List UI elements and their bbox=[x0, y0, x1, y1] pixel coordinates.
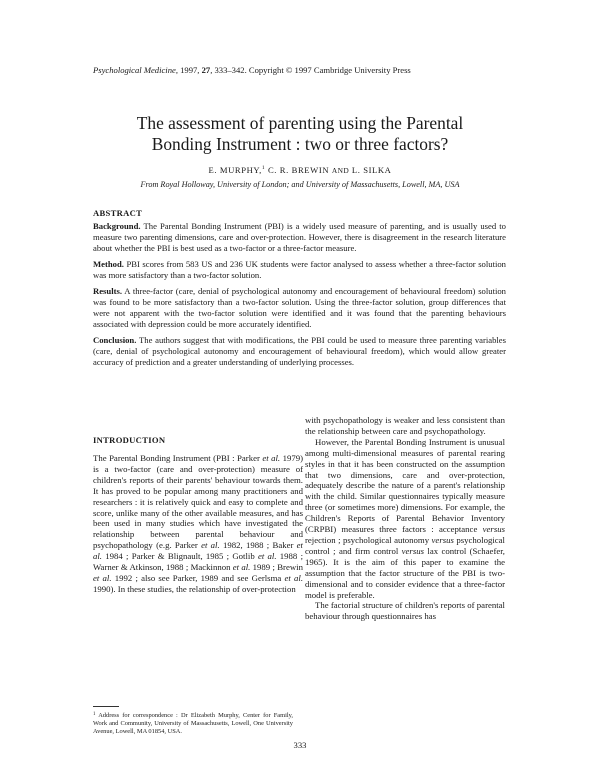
et-al: et al. bbox=[262, 453, 281, 463]
intro-text: However, the Parental Bonding Instrument is unusual among multi-dimensional measures of parental rearing styles in that it has been constructed on the assumption that two dimensions, care and over-protection, adequately describe the nature of a parent's relationship with the child. Similar questionnaires typically measure three (or sometimes more) dimensions. For example, the Children's Reports of Parental Behavior Inventory (CRPBI) measures three factors : acceptance bbox=[305, 436, 505, 535]
results-text: A three-factor (care, denial of psychological autonomy and encouragement of behavioural freedom) solution was found to be more satisfactory than a two-factor solution. Using the three-factor solution, group differences that were not apparent with the two-factor solution were identified and it was found that the parenting behaviours associated with depression could be more accurately identified. bbox=[93, 286, 506, 329]
journal-copyright: Copyright © 1997 Cambridge University Press bbox=[248, 65, 411, 75]
method-label: Method. bbox=[93, 258, 124, 269]
abstract-conclusion bbox=[93, 335, 506, 367]
et-al: et al. bbox=[232, 562, 251, 573]
author-1: E. MURPHY, bbox=[208, 165, 262, 175]
author-3: L. SILKA bbox=[351, 165, 392, 175]
footnote-rule bbox=[93, 706, 119, 707]
title-line-2: Bonding Instrument : two or three factors? bbox=[151, 134, 449, 154]
abstract-body bbox=[93, 221, 506, 373]
journal-header: Psychological Medicine, 1997, 27, 333–342. Copyright © 1997 Cambridge University Press bbox=[93, 65, 411, 75]
intro-paragraph-1-cont: with psychopathology is weaker and less consistent than the relationship between care and psychopathology. bbox=[305, 415, 505, 436]
method-text: PBI scores from 583 US and 236 UK students were factor analysed to assess whether a three-factor solution was more satisfactory than a two-factor solution. bbox=[93, 258, 506, 280]
author-2: C. R. BREWIN bbox=[267, 165, 330, 175]
versus: versus bbox=[401, 545, 424, 556]
conclusion-text: The authors suggest that with modifications, the PBI could be used to measure three parenting variables (care, denial of psychological autonomy and encouragement of behavioural freedom), which would allow greater accuracy of prediction and a greater understanding of underlying processes. bbox=[93, 334, 506, 367]
intro-text: psychological control ; and firm control bbox=[305, 534, 505, 556]
intro-text: lax control (Schaefer, 1965). It is the aim of this paper to examine the assumption that the factor structure of the PBI is two-dimensional and to consider evidence that a three-factor model is preferable. bbox=[305, 545, 505, 600]
background-text: The Parental Bonding Instrument (PBI) is a widely used measure of parenting, and is usually used to measure two parenting dimensions, care and over-protection. However, there is disagreement in the research literature about whether the PBI is best used as a two-factor or a three-factor measure. bbox=[93, 221, 506, 253]
versus: versus bbox=[431, 534, 454, 545]
intro-text: 1990). In these studies, the relationship of over-protection bbox=[93, 583, 296, 594]
abstract-method bbox=[93, 259, 506, 281]
abstract-results bbox=[93, 286, 506, 329]
et-al: et al. bbox=[93, 572, 112, 583]
page-number: 333 bbox=[293, 740, 307, 750]
journal-year: 1997 bbox=[180, 65, 198, 75]
intro-paragraph-1 bbox=[93, 453, 303, 595]
intro-text: 1979) is a two-factor (care and over-protection) measure of children's reports of their parents' behaviour towards them. It has proved to be popular among many practitioners and researchers : it is relatively quick and easy to complete and score, unlike many of the other available measures, and has been used in many studies which have investigated the relationship between parental behaviour and psychopathology (e.g. Parker bbox=[93, 453, 303, 551]
footnote bbox=[93, 712, 293, 736]
intro-text: The Parental Bonding Instrument (PBI : Parker bbox=[93, 453, 263, 463]
intro-text: 1988 ; Warner & Atkinson, 1988 ; Mackinnon bbox=[93, 551, 303, 573]
background-label: Background. bbox=[93, 221, 141, 231]
et-al: et al. bbox=[201, 540, 220, 551]
et-al: et al. bbox=[257, 551, 277, 562]
versus: versus bbox=[482, 524, 505, 535]
author-footnote-mark: 1 bbox=[261, 165, 266, 171]
introduction-heading: INTRODUCTION bbox=[93, 435, 166, 445]
abstract-heading: ABSTRACT bbox=[93, 208, 143, 218]
author-conjunction: AND bbox=[331, 166, 350, 175]
footnote-text: Address for correspondence : Dr Elizabeth Murphy, Center for Family, Work and Community, University of Massachusetts, Lowell, One University Avenue, Lowell, MA 01854, USA. bbox=[93, 712, 293, 735]
results-label: Results. bbox=[93, 286, 122, 297]
intro-text: 1982, 1988 ; Baker bbox=[219, 540, 297, 551]
conclusion-label: Conclusion. bbox=[93, 334, 137, 345]
journal-name: Psychological Medicine bbox=[93, 65, 176, 75]
left-column bbox=[93, 434, 303, 595]
right-column bbox=[305, 415, 505, 622]
footnote-mark: 1 bbox=[93, 712, 96, 717]
author-list bbox=[60, 164, 540, 177]
et-al: et al. bbox=[93, 540, 303, 562]
abstract-background bbox=[93, 221, 506, 253]
intro-text: 1984 ; Parker & Blignault, 1985 ; Gotlib bbox=[102, 551, 258, 562]
intro-text: 1989 ; Brewin bbox=[250, 562, 303, 573]
intro-paragraph-2 bbox=[305, 437, 505, 601]
intro-paragraph-3: The factorial structure of children's reports of parental behaviour through questionnaires has bbox=[305, 600, 505, 622]
journal-volume: 27 bbox=[201, 65, 211, 75]
article-title bbox=[60, 113, 540, 155]
title-line-1: The assessment of parenting using the Parental bbox=[136, 113, 464, 133]
et-al: et al. bbox=[284, 572, 304, 583]
affiliation: From Royal Holloway, University of London; and University of Massachusetts, Lowell, MA, USA bbox=[140, 180, 460, 189]
intro-text: rejection ; psychological autonomy bbox=[305, 534, 432, 545]
intro-text: 1992 ; also see Parker, 1989 and see Gerlsma bbox=[111, 572, 285, 583]
journal-pages: 333–342 bbox=[214, 65, 245, 75]
